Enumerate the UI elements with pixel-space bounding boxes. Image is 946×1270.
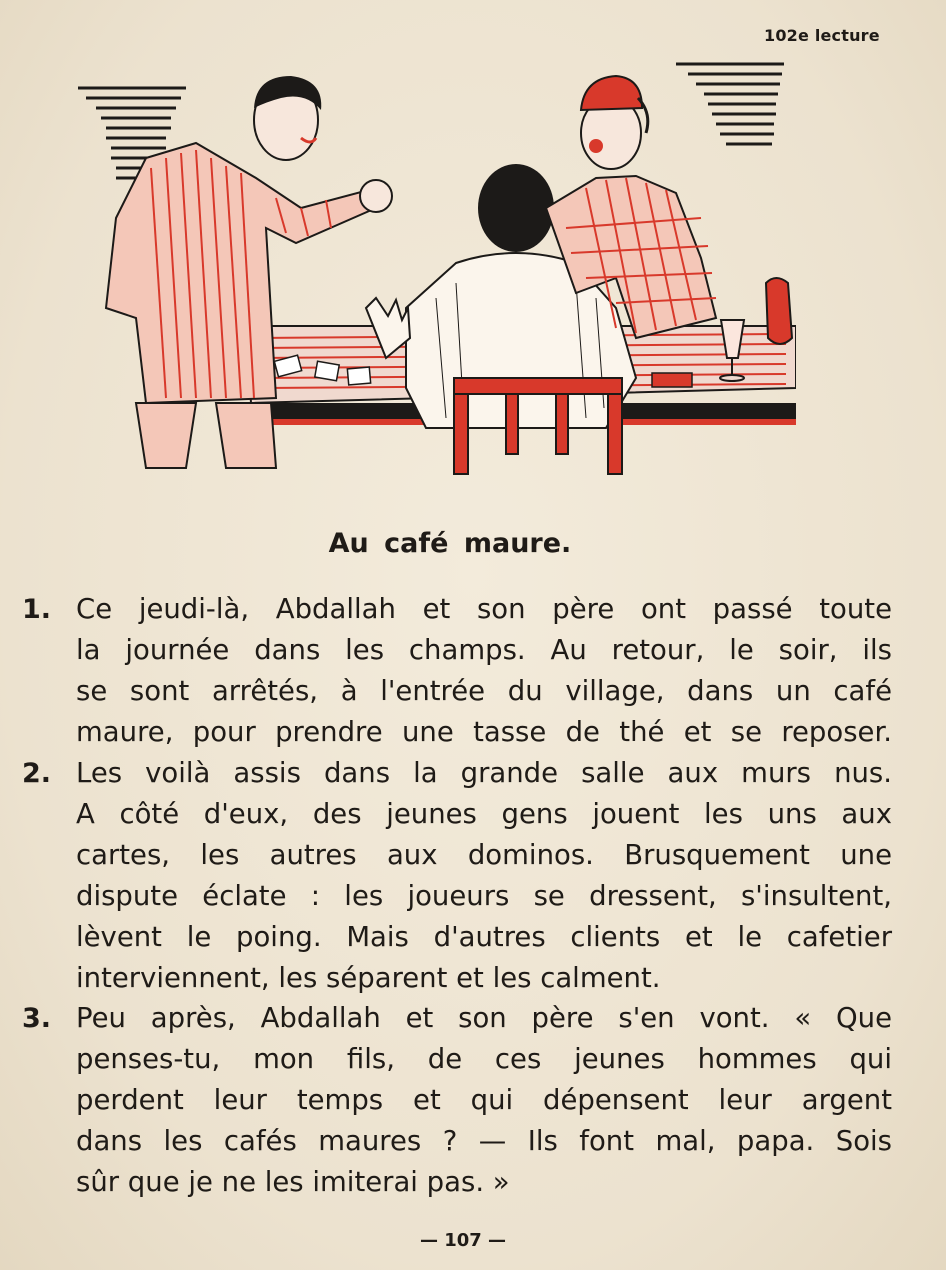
paragraph-1	[22, 589, 892, 753]
text-line: Peu après, Abdallah et son père s'en vont. « Que	[76, 1002, 892, 1034]
text-line: interviennent, les séparent et les calment.	[76, 962, 661, 994]
text-line: se sont arrêtés, à l'entrée du village, dans un café	[76, 675, 892, 707]
page-number: — 107 —	[419, 1230, 507, 1251]
paragraph-3	[22, 998, 892, 1203]
text-line: maure, pour prendre une tasse de thé et se reposer.	[76, 716, 892, 748]
paragraph-number: 1.	[22, 594, 52, 625]
cafe-illustration	[76, 58, 796, 478]
text-line: cartes, les autres aux dominos. Brusquement une	[76, 839, 892, 871]
wall-hatching-right	[676, 64, 784, 144]
dominoes-box	[652, 373, 692, 387]
text-line: sûr que je ne les imiterai pas. »	[76, 1166, 510, 1198]
text-line: dans les cafés maures ? — Ils font mal, papa. Sois	[76, 1125, 892, 1157]
paragraph-number: 2.	[22, 758, 52, 789]
paragraph-number: 3.	[22, 1003, 52, 1034]
paragraph-2	[22, 753, 892, 999]
text-line: Ce jeudi-là, Abdallah et son père ont passé toute	[76, 593, 892, 625]
lesson-number: 102e lecture	[764, 26, 880, 45]
text-line: lèvent le poing. Mais d'autres clients et le cafetier	[76, 921, 892, 953]
text-line: dispute éclate : les joueurs se dressent, s'insultent,	[76, 880, 892, 912]
text-line: la journée dans les champs. Au retour, le soir, ils	[76, 634, 892, 666]
reading-title: Au café maure.	[328, 528, 572, 559]
text-line: penses-tu, mon fils, de ces jeunes hommes qui	[76, 1043, 892, 1075]
text-line: Les voilà assis dans la grande salle aux murs nus.	[76, 757, 892, 789]
text-line: A côté d'eux, des jeunes gens jouent les uns aux	[76, 798, 892, 830]
text-line: perdent leur temps et qui dépensent leur argent	[76, 1084, 892, 1116]
